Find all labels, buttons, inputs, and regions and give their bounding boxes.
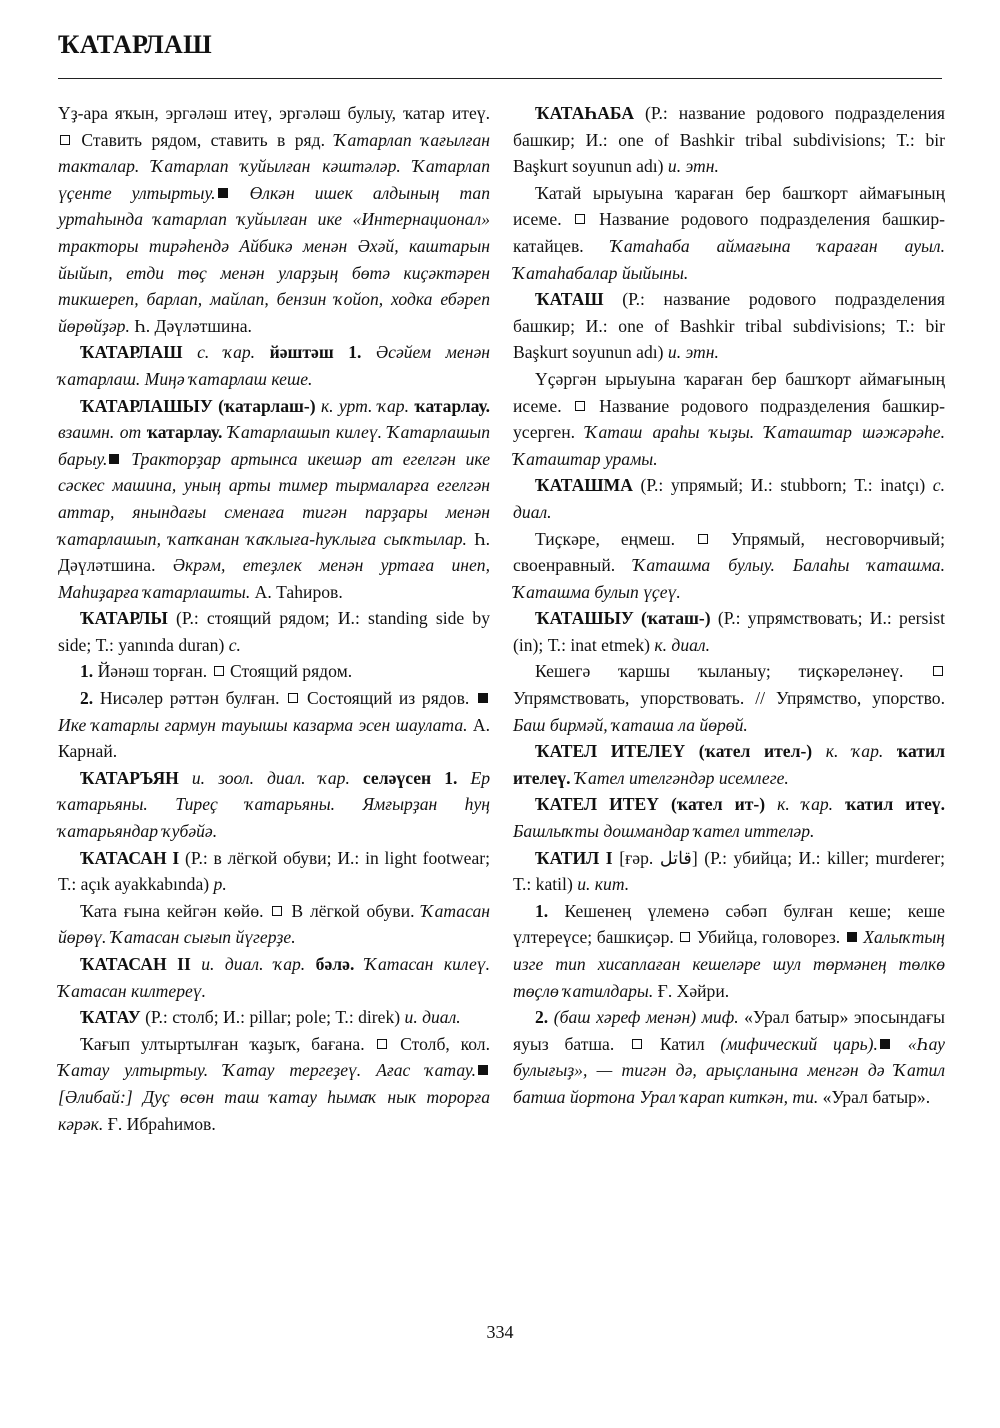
black-square-icon (880, 1039, 890, 1049)
white-square-icon (272, 906, 282, 916)
example-text: к. диал. (654, 634, 710, 655)
dictionary-paragraph (58, 765, 490, 845)
headword: 2. (80, 688, 94, 709)
headword: 2. (535, 1007, 549, 1028)
definition-text: (Р.: стоящий рядом; И.: standing side by side; Т.: yanında duran) (58, 608, 490, 655)
black-square-icon (218, 188, 228, 198)
definition-text: Ғ. Хәйри. (653, 980, 730, 1001)
definition-text: Һ. Дәүләтшина. (58, 528, 491, 576)
definition-text: Йәнәш торған. (93, 661, 212, 682)
example-text: и. диал. ҡар. (190, 954, 316, 974)
example-text: Ҡатарлап ҡағылған такталар. Ҡатарлап ҡуйылған кәштәләр. Ҡатарлап үҫенте ултыртыу. (58, 129, 490, 203)
dictionary-paragraph (513, 180, 945, 286)
dictionary-paragraph (513, 605, 945, 658)
example-text: и. кит. (577, 874, 630, 895)
headword: ҠАТАШМА (535, 475, 633, 496)
headword: бәлә. (315, 954, 355, 974)
headword: ҠАТАШ (535, 289, 604, 310)
example-text: Ҡатарлашып килеү. Ҡатарлашып барыу. (58, 422, 490, 469)
example-text: Ҡаташма булыу. Балаһы ҡаташма. Ҡаташма булып үҫеү. (513, 555, 945, 602)
dictionary-paragraph (58, 1004, 490, 1031)
dictionary-paragraph (513, 100, 945, 180)
definition-text: Ҡатай ырыуына ҡараған бер башҡорт аймағының исеме. (513, 182, 945, 230)
example-text: Тракторҙар артынса икешәр ат егелгән ике сәскес машина, уның арты тимер тырмаларға егелгән аттар, янындағы сменаға тигән парҙары менән ҡатарлашып, ҡапҡанан ҡаҡлыға-һуҡлыға сыҡтылар. (58, 448, 490, 549)
headword: ҠАТАРЛАШ (80, 342, 183, 363)
example-text: Баш бирмәй, ҡаташа ла йөрөй. (513, 714, 748, 735)
example-text: Әкрәм, етеҙлек менән уртаға инеп, Маһиҙарға ҡатарлашты. (58, 555, 490, 602)
headword: ҠАТИЛ I (535, 847, 613, 868)
definition-text: Столб, кол. (389, 1033, 490, 1054)
dictionary-paragraph (513, 898, 945, 1004)
dictionary-paragraph (513, 791, 945, 844)
headword: ҠАТЕЛ ИТЕҮ (ҡател ит-) (535, 794, 766, 815)
example-text: Ҡатау ултыртыу. Ҡатау тергеҙеү. Ағас ҡатау. (58, 1060, 476, 1081)
definition-text: Нисәлер рәттән булған. (93, 688, 287, 709)
headword: ҡатарлау. (414, 395, 490, 416)
example-text: и. этн. (667, 342, 719, 363)
definition-text: Үҫәргән ырыуына ҡараған бер башҡорт аймағының исеме. (513, 368, 945, 416)
example-text: Әсәйем менән ҡатарлаш. Миңә ҡатарлаш кеше. (58, 342, 490, 389)
definition-text: Тиҫкәре, еңмеш. (535, 528, 696, 549)
definition-text: А. Карнай. (58, 714, 490, 762)
headword: ҠАТАҺАБА (535, 103, 635, 123)
headword: 1. (431, 767, 471, 788)
example-text: [Әлибай:] Дуҫ өсөн таш ҡатау һымаҡ нык торорға кәрәк. (58, 1086, 490, 1134)
definition-text: Состоящий из рядов. (300, 688, 476, 709)
black-square-icon (109, 454, 119, 464)
example-text: взаимн. от (58, 422, 147, 443)
definition-text: В лёгкой обуви. (284, 900, 422, 921)
example-text: (баш хәреф менән) миф. (548, 1007, 739, 1028)
headword: ҠАТАСАН II (80, 954, 191, 974)
definition-text: Название родового подразделения башкир-усерген. (513, 395, 945, 443)
headword: йәштәш (269, 342, 334, 363)
headword: 1. (535, 900, 549, 921)
definition-text: Кешегә ҡаршы ҡыланыу; тиҫкәреләнеү. (535, 661, 931, 682)
example-text: Ҡатасан йөрөү. Ҡатасан сығып йүгерҙе. (58, 900, 490, 948)
dictionary-paragraph (58, 339, 490, 392)
headword: ҡатарлау. (146, 422, 223, 443)
definition-text: (Р.: в лёгкой обуви; И.: in light footwear; Т.: açık ayakkabında) (58, 847, 490, 895)
example-text: Халыҡтың изге тип хисаплаған кешеләре шул төрмәнең төлкө төҫлө ҡатилдары. (513, 927, 945, 1001)
white-square-icon (632, 1039, 642, 1049)
dictionary-paragraph (58, 605, 490, 658)
dictionary-paragraph (58, 658, 490, 685)
headword: ҠАТЕЛ ИТЕЛЕҮ (ҡател ител-) (535, 741, 813, 762)
white-square-icon (698, 534, 708, 544)
example-text: (мифический царь). (720, 1033, 878, 1054)
example-text: Ер ҡатарьяны. Тиреҫ ҡатарьяны. Ямғырҙан һуң ҡатарьяндар ҡубәйә. (58, 767, 490, 842)
headword: ҠАТАРЛЫ (80, 608, 168, 629)
definition-text: Ҡағып ултыртылған ҡаҙыҡ, бағана. (80, 1033, 376, 1054)
definition-text: (Р.: название родового подразделения башкир; И.: one of Bashkir tribal subdivisions; Т.: bir Başkurt soyunun adı) (513, 289, 945, 363)
example-text: с. ҡар. (182, 342, 270, 363)
running-header: ҠАТАРЛАШ (58, 30, 212, 59)
white-square-icon (60, 135, 70, 145)
dictionary-paragraph (513, 658, 945, 738)
example-text: и. зоол. диал. ҡар. (178, 767, 363, 788)
definition-text: Упрямствовать, упорствовать. // Упрямство, упорство. (513, 688, 945, 709)
black-square-icon (847, 932, 857, 942)
dictionary-paragraph (58, 685, 490, 765)
headword: селәүсен (362, 767, 432, 788)
page-number: 334 (486, 1322, 514, 1342)
definition-text: Үҙ-ара яҡын, эргәләш итеү, эргәләш булыу, ҡатар итеү. (58, 103, 490, 123)
headword: ҠАТАРЛАШЫУ (ҡатарлаш-) (80, 395, 316, 416)
dictionary-paragraph (58, 898, 490, 951)
definition-text: Ставить рядом, ставить в ряд. (72, 129, 335, 150)
dictionary-paragraph (513, 472, 945, 525)
white-square-icon (933, 666, 943, 676)
dictionary-paragraph (513, 738, 945, 791)
example-text: с. диал. (513, 475, 945, 522)
definition-text: Название родового подразделения башкир-катайцев. (513, 209, 945, 256)
dictionary-paragraph (58, 951, 490, 1004)
white-square-icon (214, 666, 224, 676)
example-text: р. (213, 874, 227, 895)
white-square-icon (575, 214, 585, 224)
definition-text: Һ. Дәүләтшина. (129, 315, 252, 336)
definition-text: [ғәр. قاتل] (Р.: убийца; И.: killer; murderer; Т.: katil) (513, 847, 945, 895)
definition-text: Ҡата ғына кейгән көйө. (80, 900, 271, 921)
definition-text: Катил (644, 1033, 721, 1054)
dictionary-paragraph (513, 526, 945, 606)
headword: ҡатил ителеү. (513, 741, 945, 788)
definition-text: Стоящий рядом. (225, 661, 353, 682)
definition-text: (Р.: упрямый; И.: stubborn; Т.: inatçı) (632, 475, 933, 496)
example-text: и. этн. (667, 156, 719, 177)
example-text: Ике ҡатарлы гармун тауышы казарма эсен шаулата. (58, 714, 468, 735)
black-square-icon (478, 1065, 488, 1075)
white-square-icon (377, 1039, 387, 1049)
definition-text: Убийца, головорез. (692, 927, 845, 948)
example-text: с. (228, 634, 241, 655)
dictionary-paragraph (513, 366, 945, 472)
definition-text: «Урал батыр» эпосындағы яуыз батша. (513, 1007, 945, 1054)
definition-text: Кешенең үлеменә сәбәп булған кеше; кеше үлтереүсе; башкиҫәр. (513, 900, 945, 948)
headword: 1. (80, 661, 94, 682)
left-column (58, 100, 490, 1137)
headword: ҡатил итеү. (845, 794, 945, 815)
headword: ҠАТАРЪЯН (80, 767, 179, 788)
example-text: «Һау булығыҙ», — тигән дә, арыҫланына менгән дә Ҡатил батша йортона Урал ҡарап киткән, ти. (513, 1033, 945, 1107)
example-text: Ҡател ителгәндәр исемлеге. (570, 767, 789, 788)
definition-text: (Р.: столб; И.: pillar; pole; Т.: direk) (140, 1007, 405, 1028)
definition-text: (Р.: название родового подразделения башкир; И.: one of Bashkir tribal subdivisions; Т.: bir Başkurt soyunun adı) (513, 103, 945, 177)
example-text: к. ҡар. (812, 741, 897, 762)
dictionary-paragraph (58, 845, 490, 898)
dictionary-paragraph (58, 100, 490, 339)
white-square-icon (575, 401, 585, 411)
example-text: Ҡатаһаба аймағына ҡараған ауыл. Ҡатаһабалар йыйыны. (513, 235, 945, 283)
header-rule (58, 78, 942, 79)
definition-text: (Р.: упрямствовать; И.: persist (in); Т.: inat etmek) (513, 608, 945, 655)
definition-text: Упрямый, несговорчивый; своенравный. (513, 528, 945, 576)
example-text: к. урт. ҡар. (315, 395, 415, 416)
example-text: Ҡаташ араһы ҡыҙы. Ҡаташтар шәжәрәһе. Ҡаташтар урамы. (513, 422, 945, 469)
dictionary-paragraph (513, 286, 945, 366)
headword: ҠАТАШЫУ (ҡаташ-) (535, 608, 711, 629)
definition-text: Ғ. Ибраһимов. (103, 1113, 216, 1134)
white-square-icon (680, 932, 690, 942)
definition-text: «Урал батыр». (818, 1086, 931, 1107)
example-text: и. диал. (404, 1007, 461, 1028)
definition-text: А. Таһиров. (250, 581, 343, 602)
headword: 1. (333, 342, 376, 363)
dictionary-paragraph (58, 1031, 490, 1137)
headword: ҠАТАУ (80, 1007, 141, 1028)
example-text: Башлыҡты дошмандар ҡател иттеләр. (513, 821, 815, 842)
dictionary-paragraph (513, 1004, 945, 1110)
dictionary-paragraph (58, 393, 490, 606)
black-square-icon (478, 693, 488, 703)
example-text: Ҡатасан килеү. Ҡатасан килтереү. (58, 954, 490, 1001)
right-column (513, 100, 945, 1111)
example-text: Өлкән ишек алдының тап уртаһында ҡатарлап ҡуйылған ике «Интернационал» тракторы тирәһендә Айбикә менән Әхәй, каштарын йыйып, етди төҫ менән уларҙың бөтә киҫәктәрен тикшереп, барлап, майлап, бензин ҡойоп, ходка ебәреп йөрөйҙәр. (58, 182, 490, 336)
headword: ҠАТАСАН I (80, 847, 180, 868)
dictionary-paragraph (513, 845, 945, 898)
white-square-icon (288, 693, 298, 703)
example-text: к. ҡар. (765, 794, 846, 815)
